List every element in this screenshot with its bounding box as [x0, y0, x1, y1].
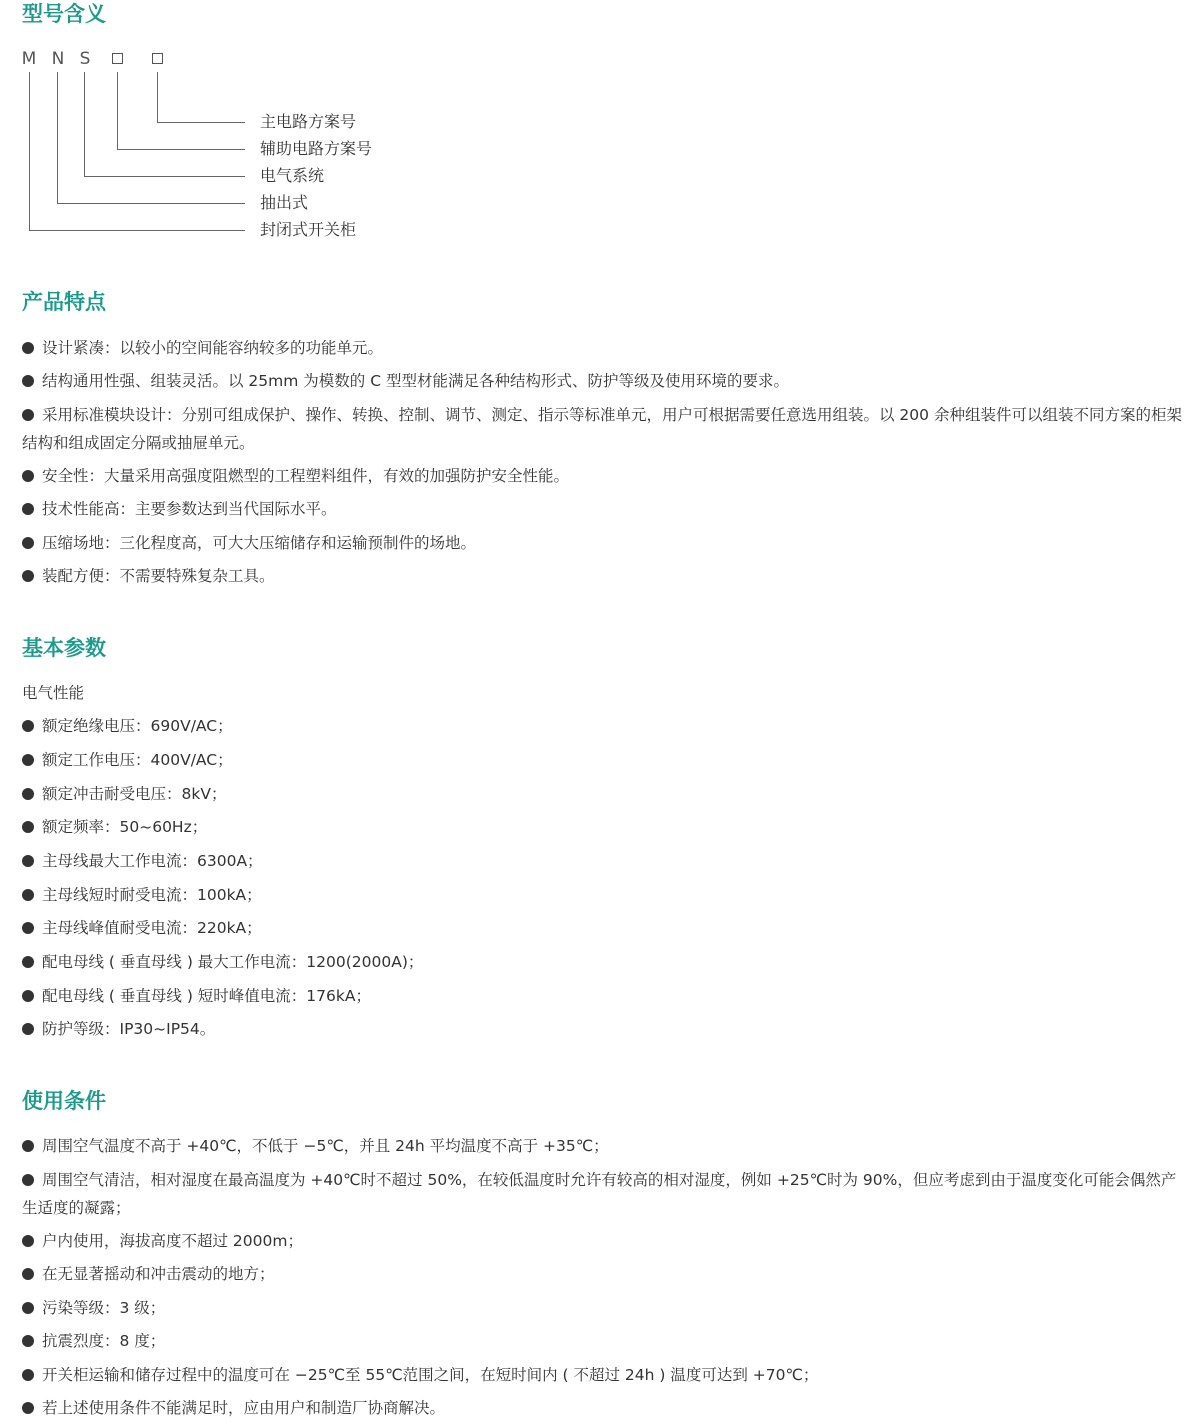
list-item: 装配方便：不需要特殊复杂工具。 — [22, 562, 1182, 590]
list-item: 主母线峰值耐受电流：220kA； — [22, 914, 1182, 942]
list-item: 污染等级：3 级； — [22, 1294, 1182, 1322]
list-item: 额定频率：50~60Hz； — [22, 813, 1182, 841]
bullet-icon — [22, 342, 34, 354]
model-label-main-circuit: 主电路方案号 — [260, 112, 357, 131]
bullet-icon — [22, 720, 34, 732]
model-label-enclosed-switchgear: 封闭式开关柜 — [260, 220, 357, 239]
bullet-icon — [22, 855, 34, 867]
list-item: 主母线短时耐受电流：100kA； — [22, 881, 1182, 909]
model-label-drawout: 抽出式 — [260, 193, 309, 212]
bullet-icon — [22, 788, 34, 800]
list-item: 周围空气清洁，相对湿度在最高温度为 +40℃时不超过 50%，在较低温度时允许有较高的相对湿度，例如 +25℃时为 90%，但应考虑到由于温度变化可能会偶然产生适度的凝露； — [22, 1171, 1177, 1217]
model-label-electrical-system: 电气系统 — [260, 166, 325, 185]
electrical-performance-subtitle: 电气性能 — [22, 684, 85, 702]
model-label-aux-circuit: 辅助电路方案号 — [260, 139, 373, 158]
bullet-icon — [22, 1369, 34, 1381]
bullet-icon — [22, 922, 34, 934]
model-letter-n: N — [51, 49, 65, 69]
list-item: 户内使用，海拔高度不超过 2000m； — [22, 1227, 1182, 1255]
bullet-icon — [22, 1268, 34, 1280]
list-item: 技术性能高：主要参数达到当代国际水平。 — [22, 495, 1182, 523]
model-letter-m: M — [21, 49, 37, 69]
bullet-icon — [22, 1235, 34, 1247]
bullet-icon — [22, 990, 34, 1002]
list-item: 额定冲击耐受电压：8kV； — [22, 780, 1182, 808]
list-item: 压缩场地：三化程度高，可大大压缩储存和运输预制件的场地。 — [22, 529, 1182, 557]
bullet-icon — [22, 889, 34, 901]
features-heading: 产品特点 — [22, 290, 106, 314]
conditions-heading: 使用条件 — [22, 1089, 106, 1113]
bullet-icon — [22, 1335, 34, 1347]
bullet-icon — [22, 1140, 34, 1152]
model-placeholder-box-aux — [112, 53, 123, 64]
list-item: 主母线最大工作电流：6300A； — [22, 847, 1182, 875]
model-placeholder-box-main — [152, 53, 163, 64]
bullet-icon — [22, 470, 34, 482]
model-meaning-heading: 型号含义 — [22, 2, 106, 26]
list-item: 配电母线 ( 垂直母线 ) 短时峰值电流：176kA； — [22, 982, 1182, 1010]
bullet-icon — [22, 956, 34, 968]
list-item: 在无显著摇动和冲击震动的地方； — [22, 1260, 1182, 1288]
bullet-icon — [22, 409, 34, 421]
list-item: 若上述使用条件不能满足时，应由用户和制造厂协商解决。 — [22, 1394, 1182, 1422]
model-letter-s: S — [79, 49, 91, 69]
bullet-icon — [22, 375, 34, 387]
bullet-icon — [22, 570, 34, 582]
bullet-icon — [22, 1174, 34, 1186]
bullet-icon — [22, 1023, 34, 1035]
list-item: 结构通用性强、组装灵活。以 25mm 为模数的 C 型型材能满足各种结构形式、防护等级及使用环境的要求。 — [22, 367, 1182, 395]
list-item: 防护等级：IP30~IP54。 — [22, 1015, 1182, 1043]
list-item: 配电母线 ( 垂直母线 ) 最大工作电流：1200(2000A)； — [22, 948, 1182, 976]
list-item: 开关柜运输和储存过程中的温度可在 −25℃至 55℃范围之间，在短时间内 ( 不超过 24h ) 温度可达到 +70℃； — [22, 1361, 1182, 1389]
bullet-icon — [22, 754, 34, 766]
list-item: 额定绝缘电压：690V/AC； — [22, 712, 1182, 740]
list-item: 采用标准模块设计：分别可组成保护、操作、转换、控制、调节、测定、指示等标准单元，用户可根据需要任意选用组装。以 200 余种组装件可以组装不同方案的柜架结构和组成固定分隔或抽屉单元。 — [22, 406, 1182, 452]
list-item: 抗震烈度：8 度； — [22, 1327, 1182, 1355]
bullet-icon — [22, 1302, 34, 1314]
bullet-icon — [22, 1402, 34, 1414]
parameters-heading: 基本参数 — [22, 636, 106, 660]
bullet-icon — [22, 503, 34, 515]
bullet-icon — [22, 821, 34, 833]
list-item: 安全性：大量采用高强度阻燃型的工程塑料组件，有效的加强防护安全性能。 — [22, 462, 1182, 490]
model-code — [0, 48, 200, 70]
list-item: 设计紧凑：以较小的空间能容纳较多的功能单元。 — [22, 334, 1182, 362]
list-item: 额定工作电压：400V/AC； — [22, 746, 1182, 774]
list-item: 周围空气温度不高于 +40℃，不低于 −5℃，并且 24h 平均温度不高于 +35℃； — [22, 1132, 1182, 1160]
bullet-icon — [22, 537, 34, 549]
